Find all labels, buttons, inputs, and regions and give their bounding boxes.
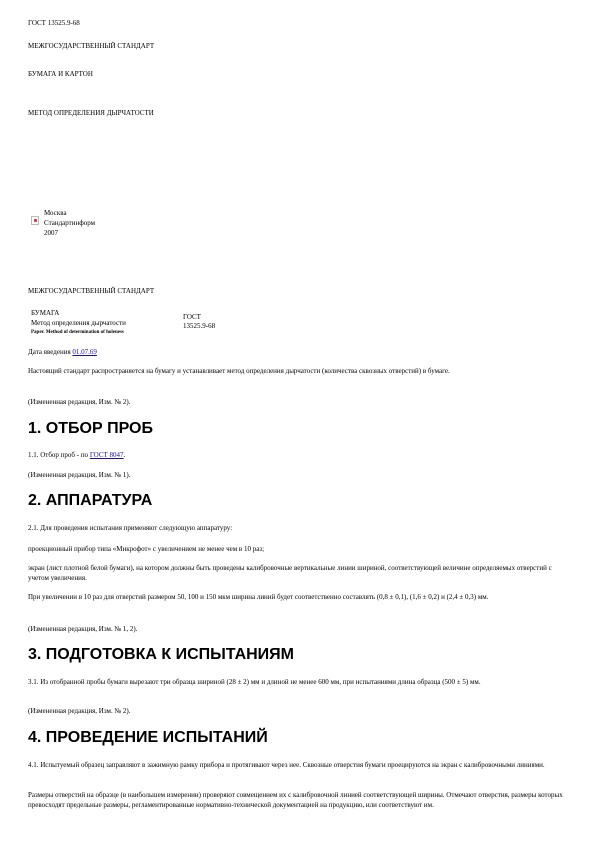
section-1-title: 1. ОТБОР ПРОБ (28, 420, 153, 437)
intro-amendment: (Измененная редакция, Изм. № 2). (28, 398, 131, 406)
section-2-paragraph-4: При увеличении в 10 раз для отверстий размером 50, 100 и 150 мкм ширина линий будет соответственно составлять (0,8 ± 0,1), (1,6 ± 0,2) и (2,4 ± 0,3) мм. (28, 593, 489, 601)
section-3-amendment: (Измененная редакция, Изм. № 2). (28, 707, 131, 715)
introduction-date (28, 348, 97, 357)
gost-code: ГОСТ 13525.9-68 (28, 19, 80, 27)
section-4-title: 4. ПРОВЕДЕНИЕ ИСПЫТАНИЙ (28, 729, 268, 746)
imprint-city: Москва (44, 209, 67, 217)
date-link[interactable]: 01.07.69 (72, 348, 97, 356)
section-1-amendment: (Измененная редакция, Изм. № 1). (28, 471, 131, 479)
subject-heading: БУМАГА И КАРТОН (28, 70, 93, 78)
imprint-publisher: Стандартинформ (44, 219, 96, 227)
title-gost-label: ГОСТ (183, 313, 201, 321)
section-1-paragraph (28, 451, 125, 460)
scope-paragraph: Настоящий стандарт распространяется на бумагу и устанавливает метод определения дырчатости (количества сквозных отверстий) в бумаге. (28, 367, 450, 375)
title-english: Paper. Method of determination of holeness (31, 330, 124, 335)
section-2-paragraph-1: 2.1. Для проведения испытания применяют следующую аппаратуру: (28, 524, 233, 532)
interstate-standard-heading: МЕЖГОСУДАРСТВЕННЫЙ СТАНДАРТ (28, 42, 155, 50)
section-2-paragraph-3: экран (лист плотной белой бумаги), на котором должны быть проведены калибровочные вертикальные линии шириной, соответствующей величине определяемых отверстий с учетом увеличения. (28, 564, 552, 582)
title-gost-number: 13525.9-68 (183, 322, 216, 330)
section-1-suffix: . (123, 451, 126, 459)
title-method: Метод определения дырчатости (31, 319, 126, 327)
broken-image-icon (31, 216, 39, 225)
section-3-paragraph: 3.1. Из отобранной пробы бумаги вырезают три образца шириной (28 ± 2) мм и длиной не менее 600 мм, при испытаниями длина образца (500 ± 5) мм. (28, 678, 481, 686)
section-3-title: 3. ПОДГОТОВКА К ИСПЫТАНИЯМ (28, 646, 294, 663)
section-4-paragraph-1: 4.1. Испытуемый образец заправляют в зажимную рамку прибора и протягивают через нее. Сквозные отверстия бумаги проецируются на экран с калибровочными линиями. (28, 761, 545, 769)
section-4-paragraph-2: Размеры отверстий на образце (в наибольшем измерении) проверяют совмещением их с калибровочной линией соответствующей ширины. Отмечают отверстия, размеры которых превосходят предельные размеры, регламентированные нормативно-технической документацией на продукцию, или соответствуют им. (28, 791, 563, 809)
gost-8047-link[interactable]: ГОСТ 8047 (89, 451, 124, 459)
section-2-amendment: (Измененная редакция, Изм. № 1, 2). (28, 625, 138, 633)
method-heading: МЕТОД ОПРЕДЕЛЕНИЯ ДЫРЧАТОСТИ (28, 109, 154, 117)
title-name: БУМАГА (31, 309, 60, 317)
section-2-paragraph-2: проекционный прибор типа «Микрофот» с увеличением не менее чем в 10 раз; (28, 545, 265, 553)
section-2-title: 2. АППАРАТУРА (28, 492, 153, 509)
imprint-year: 2007 (44, 229, 58, 237)
title-interstate: МЕЖГОСУДАРСТВЕННЫЙ СТАНДАРТ (28, 287, 155, 295)
section-1-text: 1.1. Отбор проб - по (28, 451, 90, 459)
date-label: Дата введения (28, 348, 73, 356)
